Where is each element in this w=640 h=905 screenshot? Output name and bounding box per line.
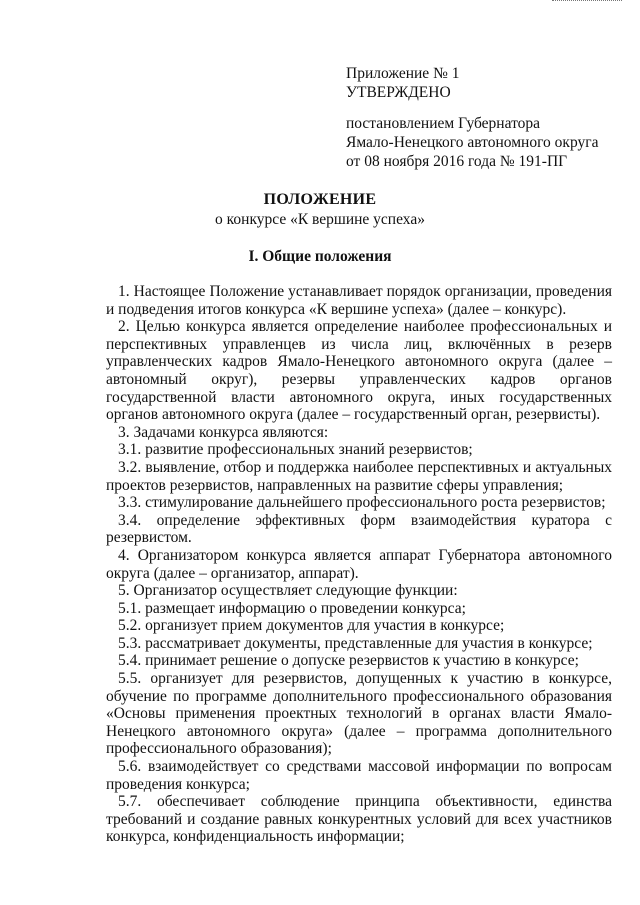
appendix-label: Приложение № 1 [346, 65, 460, 82]
document-body [106, 283, 612, 846]
decree-line-2: Ямало-Ненецкого автономного округа [346, 134, 599, 151]
paragraph-3-3: 3.3. стимулирование дальнейшего профессионального роста резервистов; [118, 494, 606, 512]
paragraph-5-4: 5.4. принимает решение о допуске резервистов к участию в конкурсе; [118, 652, 579, 670]
paragraph-3-1: 3.1. развитие профессиональных знаний резервистов; [118, 441, 473, 459]
document-title: ПОЛОЖЕНИЕ [263, 191, 377, 208]
section-heading: I. Общие положения [248, 248, 392, 265]
paragraph-5-2: 5.2. организует прием документов для участия в конкурсе; [118, 617, 505, 635]
decree-line-1: постановлением Губернатора [346, 115, 541, 132]
paragraph-5-1: 5.1. размещает информацию о проведении конкурса; [118, 599, 466, 617]
paragraph-5-3: 5.3. рассматривает документы, представленные для участия в конкурсе; [118, 634, 593, 652]
paragraph-3-2: 3.2. выявление, отбор и поддержка наиболее перспективных и актуальных проектов резервистов, направленных на развитие сферы управления; [106, 458, 612, 494]
paragraph-4: 4. Организатором конкурса является аппарат Губернатора автономного округа (далее – организатор, аппарат). [106, 546, 612, 582]
paragraph-5: 5. Организатор осуществляет следующие функции: [118, 582, 458, 600]
paragraph-3-4: 3.4. определение эффективных форм взаимодействия куратора с резервистом. [106, 511, 612, 547]
paragraph-2: 2. Целью конкурса является определение наиболее профессиональных и перспективных управленцев из числа лиц, включённых в резерв управленческих кадров Ямало-Ненецкого автономного округа (далее – автономный округ), резервы управленческих кадров органов государственной власти автономного округа, иных государственных органов автономного округа (далее – государственный орган, резервисты). [106, 318, 612, 424]
approval-block [346, 64, 636, 171]
paragraph-3: 3. Задачами конкурса являются: [118, 423, 329, 441]
document-subtitle: о конкурсе «К вершине успеха» [215, 211, 425, 228]
paragraph-5-7: 5.7. обеспечивает соблюдение принципа объективности, единства требований и создание равных конкурентных условий для всех участников конкурса, конфиденциальность информации; [106, 793, 612, 846]
paragraph-1: 1. Настоящее Положение устанавливает порядок организации, проведения и подведения итогов конкурса «К вершине успеха» (далее – конкурс). [106, 283, 612, 318]
scan-corner-mark [552, 0, 622, 3]
decree-line-3: от 08 ноября 2016 года № 191-ПГ [346, 153, 568, 170]
paragraph-5-5: 5.5. организует для резервистов, допущенных к участию в конкурсе, обучение по программе дополнительного профессионального образования «Основы применения проектных технологий в органах власти Ямало-Ненецкого автономного округа» (далее – программа дополнительного профессионального образования); [106, 670, 612, 758]
paragraph-5-6: 5.6. взаимодействует со средствами массовой информации по вопросам проведения конкурса; [106, 758, 612, 793]
approved-label: УТВЕРЖДЕНО [346, 84, 451, 101]
